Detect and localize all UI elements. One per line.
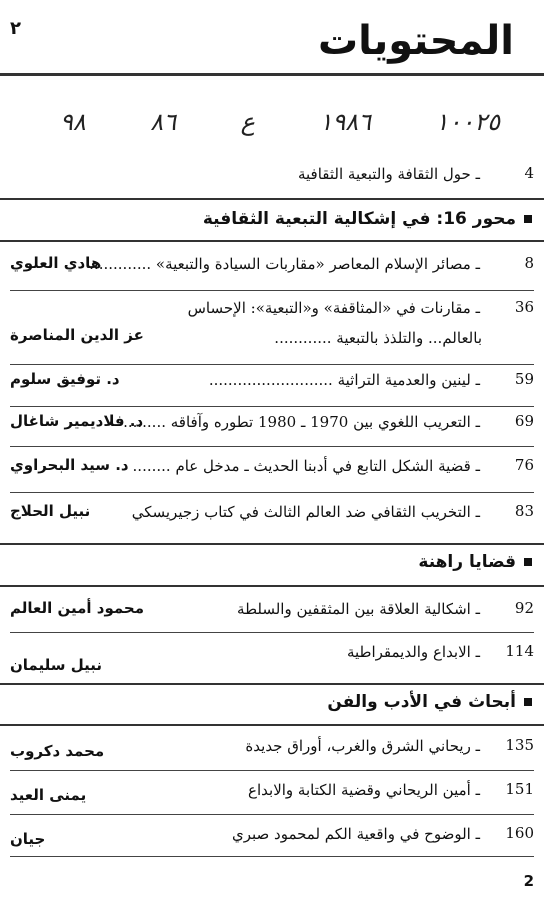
title-rule xyxy=(0,73,544,76)
handwritten-note: ع xyxy=(240,108,255,136)
section-heading: أبحاث في الأدب والفن xyxy=(327,692,532,712)
entry-rule xyxy=(10,632,534,633)
entry-author: يمنى العيد xyxy=(10,786,87,804)
entry-author: هادي العلوي xyxy=(10,254,102,272)
bullet-icon xyxy=(524,215,532,223)
entry-rule xyxy=(10,290,534,291)
toc-entry xyxy=(0,296,544,356)
entry-author: عز الدين المناصرة xyxy=(10,326,144,344)
entry-page: 8 xyxy=(524,254,534,272)
entry-author: نبيل الحلاج xyxy=(10,502,91,520)
page-number: 2 xyxy=(523,872,534,890)
handwritten-notes xyxy=(60,108,500,142)
entry-title: ـ الوضوح في واقعية الكم لمحمود صبري xyxy=(231,825,480,843)
toc-entry xyxy=(0,597,544,627)
entry-page: 59 xyxy=(514,370,534,388)
section-rule xyxy=(0,240,544,242)
entry-page: 114 xyxy=(505,642,534,660)
entry-page: 83 xyxy=(514,502,534,520)
section-rule xyxy=(0,724,544,726)
toc-entry xyxy=(0,162,544,192)
entry-page: 135 xyxy=(505,736,534,754)
entry-rule xyxy=(10,856,534,857)
entry-author: د. سيد البحراوي xyxy=(10,456,129,474)
entry-page: 76 xyxy=(514,456,534,474)
entry-rule xyxy=(10,446,534,447)
page-title: المحتويات xyxy=(317,18,514,64)
entry-author: جيان xyxy=(10,830,46,848)
entry-author: محمود أمين العالم xyxy=(10,599,145,617)
toc-entry xyxy=(0,822,544,852)
section-rule xyxy=(0,543,544,545)
entry-rule xyxy=(10,364,534,365)
entry-title: ـ مصائر الإسلام المعاصر «مقاربات السيادة والتبعية» ............. xyxy=(89,255,480,273)
section-rule xyxy=(0,198,544,200)
entry-rule xyxy=(10,406,534,407)
entry-title-continued: بالعالم... والتلذذ بالتبعية ............ xyxy=(274,329,482,347)
entry-title: ـ الابداع والديمقراطية xyxy=(346,643,480,661)
entry-title: ـ اشكالية العلاقة بين المثقفين والسلطة xyxy=(237,600,480,618)
entry-page: 92 xyxy=(514,599,534,617)
handwritten-note: ٨٦ xyxy=(150,108,177,136)
entry-title: ـ ريحاني الشرق والغرب، أوراق جديدة xyxy=(245,737,480,755)
entry-title: ـ أمين الريحاني وقضية الكتابة والابداع xyxy=(248,781,480,799)
toc-entry xyxy=(0,500,544,530)
entry-page: 69 xyxy=(514,412,534,430)
entry-title: ـ لينين والعدمية التراثية .......................... xyxy=(208,371,480,389)
toc-entry xyxy=(0,368,544,398)
section-rule xyxy=(0,683,544,685)
entry-author: محمد دكروب xyxy=(10,742,105,760)
toc-entry xyxy=(0,778,544,808)
entry-rule xyxy=(10,814,534,815)
corner-mark: ٢ xyxy=(10,18,21,39)
entry-page: 4 xyxy=(524,164,534,182)
entry-page: 160 xyxy=(505,824,534,842)
toc-entry xyxy=(0,252,544,282)
entry-author: نبيل سليمان xyxy=(10,656,102,674)
toc-entry xyxy=(0,410,544,440)
section-rule xyxy=(0,585,544,587)
section-heading: محور 16: في إشكالية التبعية الثقافية xyxy=(203,209,532,229)
entry-rule xyxy=(10,770,534,771)
entry-page: 36 xyxy=(514,298,534,316)
bullet-icon xyxy=(524,698,532,706)
entry-author: د. فلاديمير شاغال xyxy=(10,412,144,430)
entry-title: ـ التعريب اللغوي بين 1970 ـ 1980 تطوره وآفاقه ......... xyxy=(123,413,480,431)
entry-page: 151 xyxy=(505,780,534,798)
toc-entry xyxy=(0,454,544,484)
section-heading: قضايا راهنة xyxy=(418,552,532,572)
entry-title: ـ التخريب الثقافي ضد العالم الثالث في كتاب زجيريسكي xyxy=(131,503,480,521)
entry-title: ـ مقارنات في «المثاقفة» و«التبعية»: الإحساس xyxy=(187,299,480,317)
handwritten-note: ٩٨ xyxy=(60,108,86,136)
entry-rule xyxy=(10,492,534,493)
entry-title: ـ قضية الشكل التابع في أدبنا الحديث ـ مدخل عام ........ xyxy=(132,457,480,475)
toc-entry xyxy=(0,640,544,674)
toc-entry xyxy=(0,734,544,764)
entry-title: ـ حول الثقافة والتبعية الثقافية xyxy=(297,165,480,183)
entry-author: د. توفيق سلوم xyxy=(10,370,120,388)
handwritten-note: ١٩٨٦ xyxy=(319,108,371,136)
bullet-icon xyxy=(524,558,532,566)
handwritten-note: ١٠٠٢٥ xyxy=(435,108,500,136)
